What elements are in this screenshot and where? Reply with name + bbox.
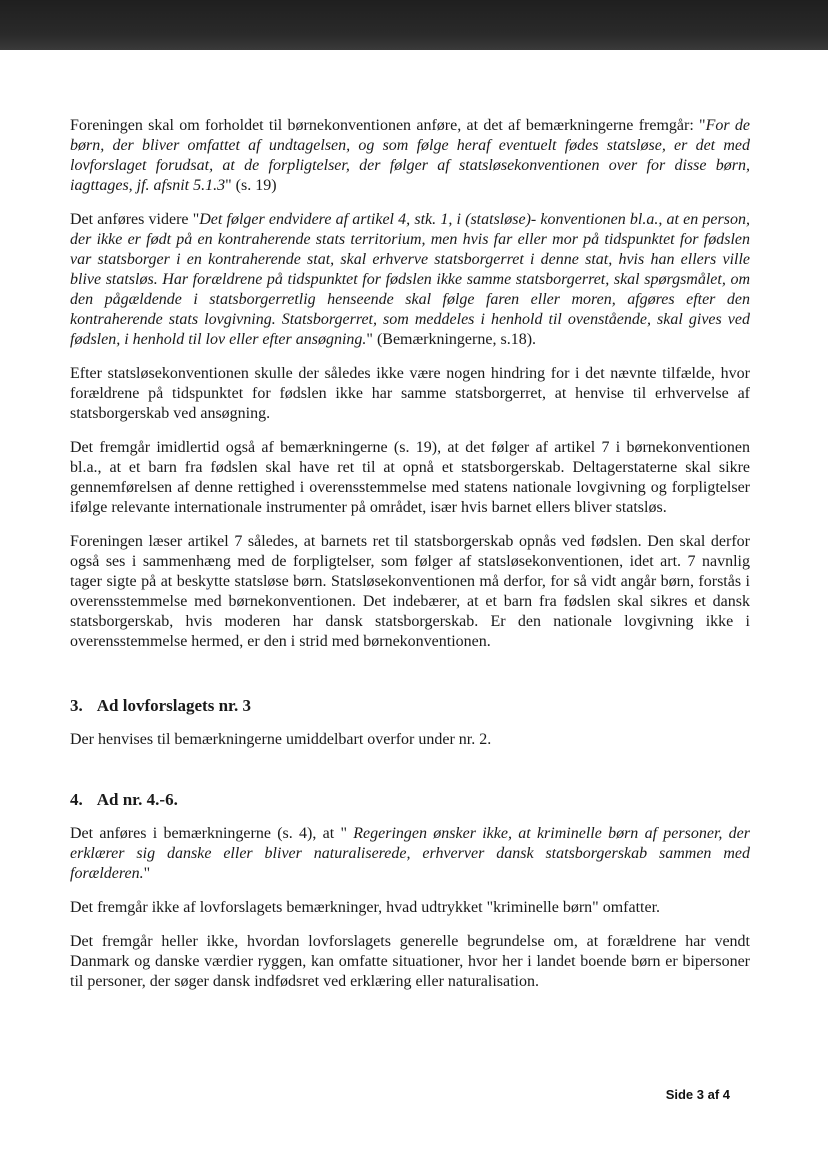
section-3-title: Ad lovforslagets nr. 3 (96, 696, 252, 715)
body-text: " (s. 19) (225, 177, 277, 194)
quoted-text: Det følger endvidere af artikel 4, stk. 1, i (statsløse)- konventionen bl.a., at en person, der ikke er født på en kontraherende stats territorium, men hvis far eller mor på tidspunktet for fødslen var statsborger i en kontraherende stat, skal erhverve statsborgerret i denne stat, hvis han ellers ville blive statsløs. Har forældrene på tidspunktet for fødslen ikke samme statsborgerret, skal spørgsmålet, om den pågældende i statsborgerretlig henseende skal følge faren eller moren, afgøres efter den kontraherende stats lovgivning. Statsborgerret, som meddeles i henhold til ovenstående, skal gives ved fødslen, i henhold til lov eller efter ansøgning. (70, 211, 750, 348)
intro-paragraph (70, 532, 750, 652)
body-text: Det anføres videre " (70, 211, 200, 228)
scan-top-band (0, 0, 828, 50)
section-4-body (70, 824, 750, 992)
document-page (70, 116, 750, 1006)
page-number: Side 3 af 4 (665, 1087, 730, 1102)
section-3-heading (70, 696, 750, 716)
section-4-heading (70, 790, 750, 810)
section-4-title: Ad nr. 4.-6. (96, 790, 178, 809)
body-text: " (143, 865, 151, 882)
intro-paragraphs (70, 116, 750, 652)
body-text: Foreningen læser artikel 7 således, at barnets ret til statsborgerskab opnås ved fødslen. Den skal derfor også ses i sammenhæng med de forpligtelser, som følger af statsløsekonventionen, idet art. 7 navnlig tager sigte på at beskytte statsløse børn. Statsløsekonventionen må derfor, for så vidt angår børn, forstås i overensstemmelse med børnekonventionen. Det indebærer, at et barn fra fødslen skal sikres et dansk statsborgerskab, hvis moderen har dansk statsborgerskab. Er den nationale lovgivning ikke i overensstemmelse hermed, er den i strid med børnekonventionen. (70, 533, 750, 650)
body-text: Efter statsløsekonventionen skulle der således ikke være nogen hindring for i det nævnte tilfælde, hvor forældrene på tidspunktet for fødslen ikke har samme statsborgerret, at henvise til erhvervelse af statsborgerskab ved ansøgning. (70, 365, 750, 422)
intro-paragraph (70, 364, 750, 424)
body-text: " (Bemærkningerne, s.18). (366, 331, 537, 348)
intro-paragraph (70, 438, 750, 518)
section-4-paragraph (70, 898, 750, 918)
body-text: Det anføres i bemærkningerne (s. 4), at " (70, 825, 354, 842)
intro-paragraph (70, 116, 750, 196)
intro-paragraph (70, 210, 750, 350)
section-4-paragraph (70, 932, 750, 992)
body-text: Foreningen skal om forholdet til børnekonventionen anføre, at det af bemærkningerne fremgår: " (70, 117, 706, 134)
body-text: Der henvises til bemærkningerne umiddelbart overfor under nr. 2. (70, 731, 492, 748)
body-text: Det fremgår imidlertid også af bemærkningerne (s. 19), at det følger af artikel 7 i børnekonventionen bl.a., at et barn fra fødslen skal have ret til at opnå et statsborgerskab. Deltagerstaterne skal sikre gennemførelsen af denne rettighed i overensstemmelse med statens nationale lovgivning og forpligtelser ifølge relevante internationale instrumenter på området, især hvis barnet ellers bliver statsløs. (70, 439, 750, 516)
body-text: Det fremgår ikke af lovforslagets bemærkninger, hvad udtrykket "kriminelle børn" omfatter. (70, 899, 661, 916)
quoted-text: For de børn, der bliver omfattet af undtagelsen, og som følge heraf eventuelt fødes statsløse, er det med lovforslaget forudsat, at de forpligtelser, der følger af statsløsekonventionen over for disse børn, iagttages, jf. afsnit 5.1.3 (70, 117, 750, 194)
body-text: Det fremgår heller ikke, hvordan lovforslagets generelle begrundelse om, at forældrene har vendt Danmark og danske værdier ryggen, kan omfatte situationer, hvor her i landet boende børn er bipersoner til personer, der søger dansk indfødsret ved erklæring eller naturalisation. (70, 933, 750, 990)
section-4-number: 4. (70, 790, 83, 809)
section-4-paragraph (70, 824, 750, 884)
section-3-paragraph (70, 730, 750, 750)
section-3-number: 3. (70, 696, 83, 715)
quoted-text: Regeringen ønsker ikke, at kriminelle børn af personer, der erklærer sig danske eller bliver naturaliserede, erhverver dansk statsborgerskab sammen med forælderen. (70, 825, 750, 882)
section-3-body (70, 730, 750, 750)
